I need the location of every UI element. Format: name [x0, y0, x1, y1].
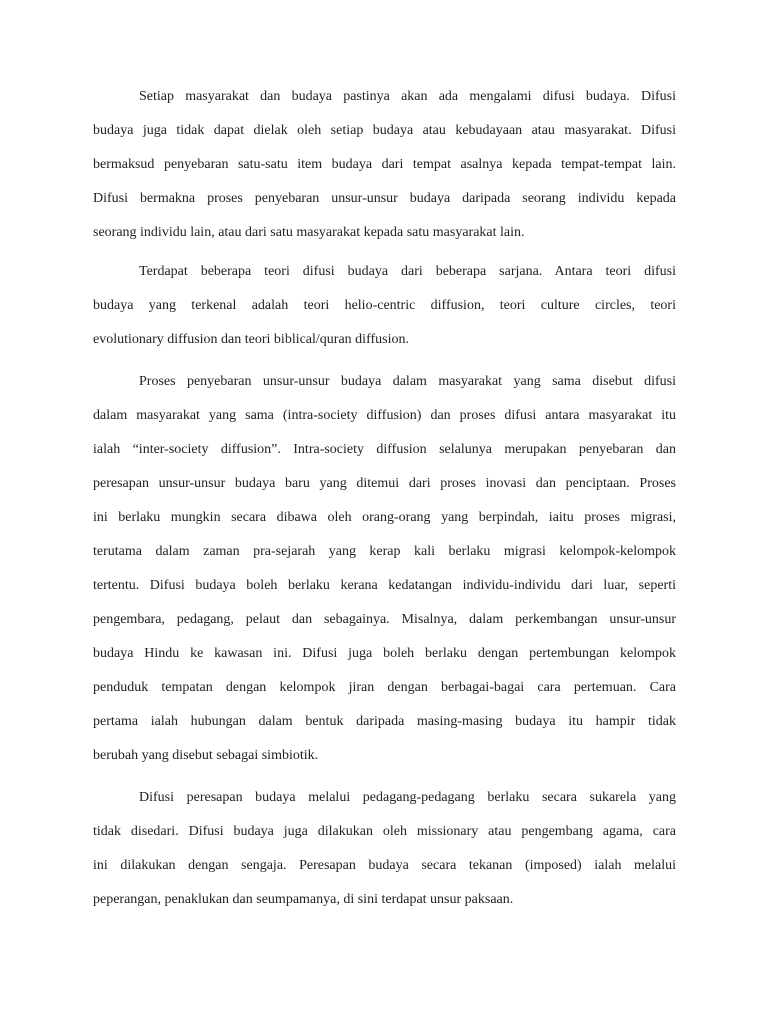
- paragraph-2: [93, 255, 676, 357]
- paragraph-line: ialah “inter-society diffusion”. Intra-society diffusion selalunya merupakan penyebaran dan: [93, 442, 676, 457]
- paragraph-line: tertentu. Difusi budaya boleh berlaku kerana kedatangan individu-individu dari luar, seperti: [93, 578, 676, 593]
- paragraph-line: berubah yang disebut sebagai simbiotik.: [93, 748, 319, 763]
- paragraph-line: bermaksud penyebaran satu-satu item budaya dari tempat asalnya kepada tempat-tempat lain.: [93, 157, 676, 172]
- paragraph-line: Difusi peresapan budaya melalui pedagang-pedagang berlaku secara sukarela yang: [139, 790, 676, 805]
- paragraph-line: Setiap masyarakat dan budaya pastinya akan ada mengalami difusi budaya. Difusi: [139, 89, 676, 104]
- paragraph-line: seorang individu lain, atau dari satu masyarakat kepada satu masyarakat lain.: [93, 225, 525, 240]
- paragraph-line: ini berlaku mungkin secara dibawa oleh orang-orang yang berpindah, iaitu proses migrasi,: [93, 510, 676, 525]
- paragraph-line: Proses penyebaran unsur-unsur budaya dalam masyarakat yang sama disebut difusi: [139, 374, 676, 389]
- paragraph-line: Terdapat beberapa teori difusi budaya dari beberapa sarjana. Antara teori difusi: [139, 264, 676, 279]
- paragraph-line: pengembara, pedagang, pelaut dan sebagainya. Misalnya, dalam perkembangan unsur-unsur: [93, 612, 676, 627]
- paragraph-line: budaya yang terkenal adalah teori helio-centric diffusion, teori culture circles, teori: [93, 298, 676, 313]
- paragraph-1: [93, 80, 676, 250]
- paragraph-line: pertama ialah hubungan dalam bentuk daripada masing-masing budaya itu hampir tidak: [93, 714, 676, 729]
- paragraph-line: tidak disedari. Difusi budaya juga dilakukan oleh missionary atau pengembang agama, cara: [93, 824, 676, 839]
- paragraph-line: terutama dalam zaman pra-sejarah yang kerap kali berlaku migrasi kelompok-kelompok: [93, 544, 676, 559]
- paragraph-line: penduduk tempatan dengan kelompok jiran dengan berbagai-bagai cara pertemuan. Cara: [93, 680, 676, 695]
- paragraph-line: ini dilakukan dengan sengaja. Peresapan budaya secara tekanan (imposed) ialah melalui: [93, 858, 676, 873]
- paragraph-line: budaya Hindu ke kawasan ini. Difusi juga boleh berlaku dengan pertembungan kelompok: [93, 646, 676, 661]
- paragraph-line: Difusi bermakna proses penyebaran unsur-unsur budaya daripada seorang individu kepada: [93, 191, 676, 206]
- paragraph-line: peresapan unsur-unsur budaya baru yang ditemui dari proses inovasi dan penciptaan. Proses: [93, 476, 676, 491]
- paragraph-line: dalam masyarakat yang sama (intra-society diffusion) dan proses difusi antara masyarakat itu: [93, 408, 676, 423]
- paragraph-line: evolutionary diffusion dan teori biblical/quran diffusion.: [93, 332, 409, 347]
- paragraph-line: budaya juga tidak dapat dielak oleh setiap budaya atau kebudayaan atau masyarakat. Difusi: [93, 123, 676, 138]
- paragraph-line: peperangan, penaklukan dan seumpamanya, di sini terdapat unsur paksaan.: [93, 892, 514, 907]
- paragraph-4: [93, 781, 676, 917]
- paragraph-3: [93, 365, 676, 773]
